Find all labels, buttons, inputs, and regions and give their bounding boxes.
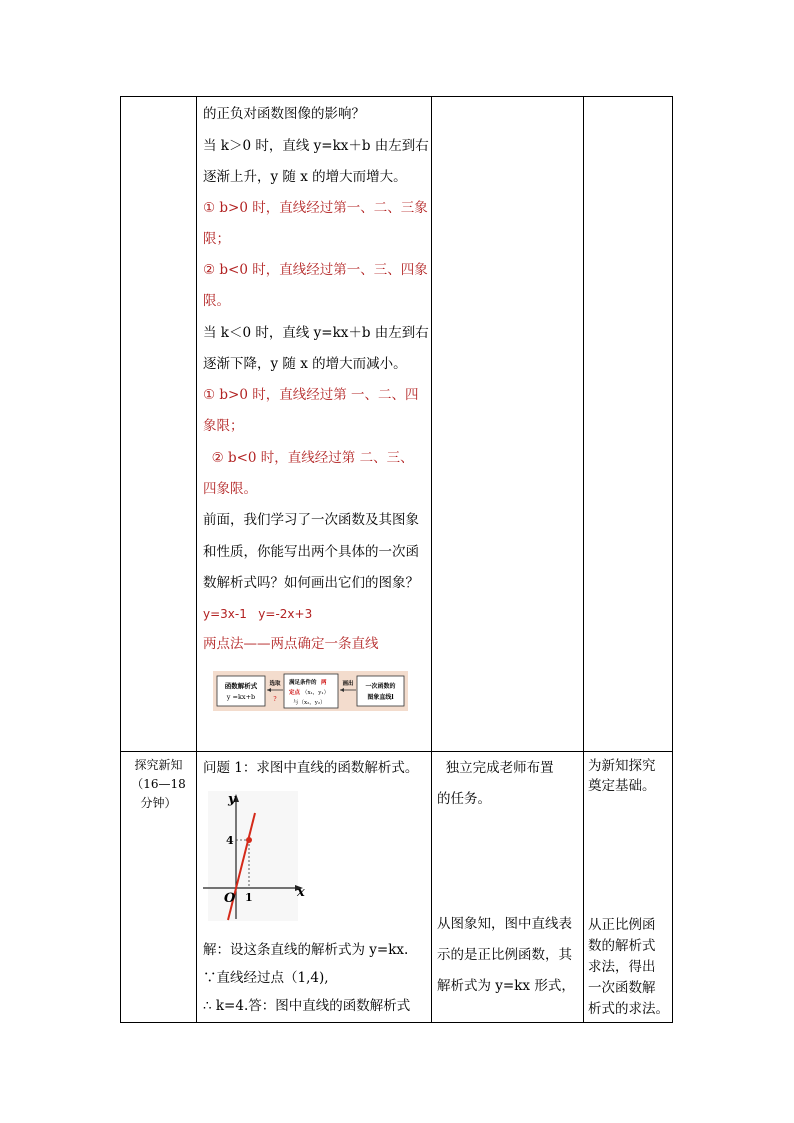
flow-box2-line2a: 定点: [289, 690, 301, 696]
student-line: 的任务。: [437, 791, 491, 807]
stage-line: 分钟）: [140, 796, 177, 810]
student-line: 从图象知，图中直线表: [437, 916, 572, 932]
purpose-line: 为新知探究: [588, 758, 656, 774]
flow-arrow1-bottom: ?: [273, 696, 277, 703]
flow-box-3: [357, 676, 404, 706]
row1-line: ② b<0 时，直线经过第一、三、四象: [203, 262, 428, 278]
row1-line: ② b<0 时，直线经过第 二、三、: [203, 450, 414, 466]
purpose-line: 从正比例函: [588, 917, 656, 933]
flow-box3-line1: 一次函数的: [365, 683, 396, 690]
flow-box1-line2: y =kx+b: [226, 693, 256, 701]
purpose-line: 一次函数解: [588, 980, 656, 996]
point-1-4: [246, 837, 252, 843]
flow-arrow1-top: 选取: [269, 681, 281, 687]
col-divider-2: [431, 97, 432, 1022]
col-divider-3: [583, 97, 584, 1022]
design-purpose-cell: [588, 751, 672, 1023]
graph-background: [208, 791, 298, 921]
row1-line: 数解析式吗？如何画出它们的图象？: [203, 575, 419, 591]
purpose-line: 数的解析式: [588, 938, 656, 954]
row1-line: 当 k＞0 时，直线 y=kx＋b 由左到右: [203, 138, 429, 154]
flow-box2-line3: 与（x₂，y₂）: [293, 700, 326, 706]
two-point-method: 两点法——两点确定一条直线: [203, 636, 379, 652]
row2-content-cell: [203, 751, 428, 1023]
stage-cell: [121, 751, 196, 1023]
solution-line: 解：设这条直线的解析式为 y=kx.: [203, 942, 409, 958]
row1-line: 限。: [203, 293, 230, 309]
example-functions: y=3x-1 y=-2x+3: [203, 607, 313, 621]
solution-line: ∵直线经过点（1,4),: [203, 970, 329, 986]
y-axis-label: y: [228, 792, 236, 807]
row1-line: ① b>0 时，直线经过第一、二、三象: [203, 200, 428, 216]
flow-diagram: [213, 671, 408, 711]
purpose-line: 求法，得出: [588, 959, 656, 975]
student-line: 独立完成老师布置: [437, 760, 554, 776]
student-activity-cell: [437, 751, 581, 1023]
row1-content-cell: [203, 97, 428, 751]
stage-line: （16—18: [131, 777, 186, 791]
tick-y-label: 4: [226, 834, 234, 847]
purpose-line: 奠定基础。: [588, 778, 656, 794]
flow-box1-line1: 函数解析式: [224, 682, 258, 690]
row1-line: 象限；: [203, 418, 244, 434]
row1-line: 逐渐下降，y 随 x 的增大而减小。: [203, 356, 407, 372]
question-1: 问题 1：求图中直线的函数解析式。: [203, 760, 419, 776]
row1-line: 当 k＜0 时，直线 y=kx＋b 由左到右: [203, 325, 429, 341]
row1-line: 前面，我们学习了一次函数及其图象: [203, 512, 419, 528]
lesson-table: [120, 96, 673, 1023]
row1-line: 的正负对函数图像的影响？: [203, 106, 365, 122]
row1-line: 四象限。: [203, 481, 257, 497]
flow-arrow2-top: 画出: [342, 681, 354, 687]
flow-box-1: [217, 676, 265, 706]
solution-line: ∴ k=4.答：图中直线的函数解析式: [203, 998, 411, 1014]
row1-line: 逐渐上升，y 随 x 的增大而增大。: [203, 169, 407, 185]
row1-line: 和性质，你能写出两个具体的一次函: [203, 544, 419, 560]
col-divider-1: [196, 97, 197, 1022]
flow-box2-line1a: 满足条件的: [289, 680, 317, 686]
purpose-line: 析式的求法。: [588, 1001, 669, 1017]
x-axis-label: x: [297, 885, 305, 900]
tick-x-label: 1: [245, 891, 253, 904]
stage-line: 探究新知: [134, 758, 183, 772]
linear-function-graph: [203, 791, 313, 926]
row1-line: ① b>0 时，直线经过第 一、二、四: [203, 387, 419, 403]
origin-label: O: [224, 891, 236, 906]
student-line: 示的是正比例函数，其: [437, 947, 572, 963]
flow-box3-line2: 图象直线l: [367, 694, 394, 701]
flow-box2-line2b: （x₁，y₁）: [302, 690, 330, 696]
row1-line: 限；: [203, 231, 230, 247]
student-line: 解析式为 y=kx 形式，: [437, 978, 575, 994]
flow-box2-line1b: 两: [321, 680, 327, 686]
